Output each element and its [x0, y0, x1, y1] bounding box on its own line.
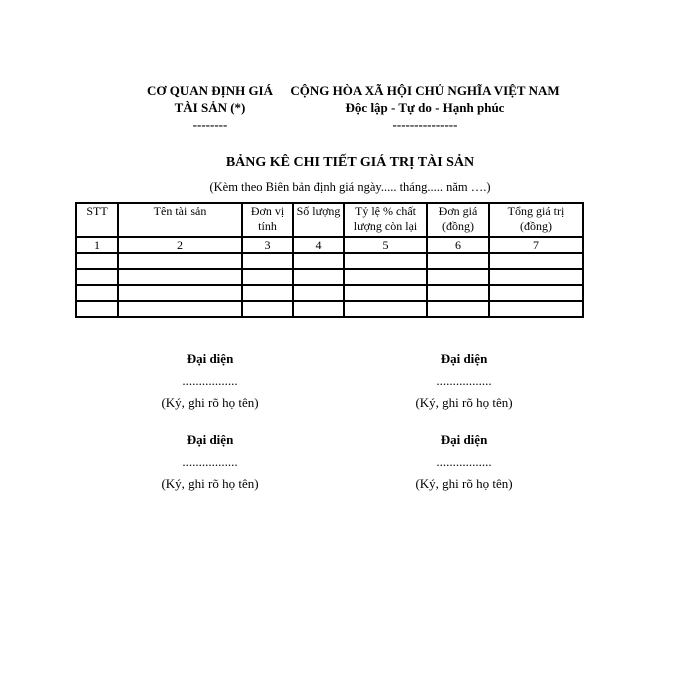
- table-row: [76, 301, 583, 317]
- agency-name-line2: TÀI SẢN (*): [174, 100, 246, 115]
- signature-block-3: [110, 430, 310, 494]
- table-cell: [242, 301, 293, 317]
- col-header-unit-price: Đơn giá (đồng): [427, 203, 489, 237]
- table-header-row: [76, 203, 583, 237]
- table-row: [76, 269, 583, 285]
- table-row: [76, 253, 583, 269]
- signature-note: (Ký, ghi rõ họ tên): [415, 395, 513, 410]
- table-cell: [344, 269, 427, 285]
- table-cell: [427, 269, 489, 285]
- signature-block-1: [110, 349, 310, 413]
- index-cell: 2: [118, 237, 242, 253]
- document-title: BẢNG KÊ CHI TIẾT GIÁ TRỊ TÀI SẢN: [225, 155, 475, 170]
- col-header-stt: STT: [76, 203, 118, 237]
- table-cell: [344, 301, 427, 317]
- col-header-quality-percent: Tỷ lệ % chất lượng còn lại: [344, 203, 427, 237]
- signature-line: .................: [436, 454, 492, 469]
- nation-name: CỘNG HÒA XÃ HỘI CHỦ NGHĨA VIỆT NAM: [290, 83, 560, 98]
- agency-name-line1: CƠ QUAN ĐỊNH GIÁ: [146, 83, 274, 98]
- table-cell: [76, 269, 118, 285]
- index-cell: 3: [242, 237, 293, 253]
- index-cell: 4: [293, 237, 344, 253]
- signature-block-4: [364, 430, 564, 494]
- table-index-row: [76, 237, 583, 253]
- table-cell: [76, 285, 118, 301]
- index-cell: 5: [344, 237, 427, 253]
- table-cell: [242, 253, 293, 269]
- table-cell: [344, 253, 427, 269]
- signature-role: Đại diện: [186, 351, 234, 366]
- signature-note: (Ký, ghi rõ họ tên): [161, 395, 259, 410]
- index-cell: 7: [489, 237, 583, 253]
- signature-note: (Ký, ghi rõ họ tên): [415, 476, 513, 491]
- signature-note: (Ký, ghi rõ họ tên): [161, 476, 259, 491]
- table-cell: [427, 285, 489, 301]
- table-cell: [118, 253, 242, 269]
- table-cell: [242, 269, 293, 285]
- table-row: [76, 285, 583, 301]
- signature-line: .................: [182, 454, 238, 469]
- table-cell: [118, 301, 242, 317]
- col-header-unit: Đơn vị tính: [242, 203, 293, 237]
- signature-block-2: [364, 349, 564, 413]
- col-header-quantity: Số lượng: [293, 203, 344, 237]
- asset-table: [75, 202, 584, 318]
- table-cell: [344, 285, 427, 301]
- index-cell: 1: [76, 237, 118, 253]
- signature-line: .................: [182, 373, 238, 388]
- signature-line: .................: [436, 373, 492, 388]
- table-cell: [427, 253, 489, 269]
- table-cell: [427, 301, 489, 317]
- table-cell: [293, 301, 344, 317]
- col-header-asset-name: Tên tài sản: [118, 203, 242, 237]
- signature-role: Đại diện: [440, 351, 488, 366]
- table-cell: [489, 253, 583, 269]
- agency-rule: --------: [192, 117, 228, 132]
- signature-role: Đại diện: [440, 432, 488, 447]
- table-cell: [489, 301, 583, 317]
- document-subtitle: (Kèm theo Biên bản định giá ngày..... tháng..... năm ….): [209, 180, 491, 194]
- signature-role: Đại diện: [186, 432, 234, 447]
- nation-rule: ---------------: [392, 117, 458, 132]
- nation-motto: Độc lập - Tự do - Hạnh phúc: [345, 100, 505, 115]
- index-cell: 6: [427, 237, 489, 253]
- nation-header: [270, 82, 580, 133]
- table-cell: [242, 285, 293, 301]
- table-cell: [293, 253, 344, 269]
- table-cell: [293, 285, 344, 301]
- table-cell: [489, 269, 583, 285]
- col-header-total-value: Tổng giá trị (đồng): [489, 203, 583, 237]
- table-cell: [76, 253, 118, 269]
- table-cell: [118, 285, 242, 301]
- table-cell: [118, 269, 242, 285]
- table-cell: [293, 269, 344, 285]
- table-cell: [76, 301, 118, 317]
- table-cell: [489, 285, 583, 301]
